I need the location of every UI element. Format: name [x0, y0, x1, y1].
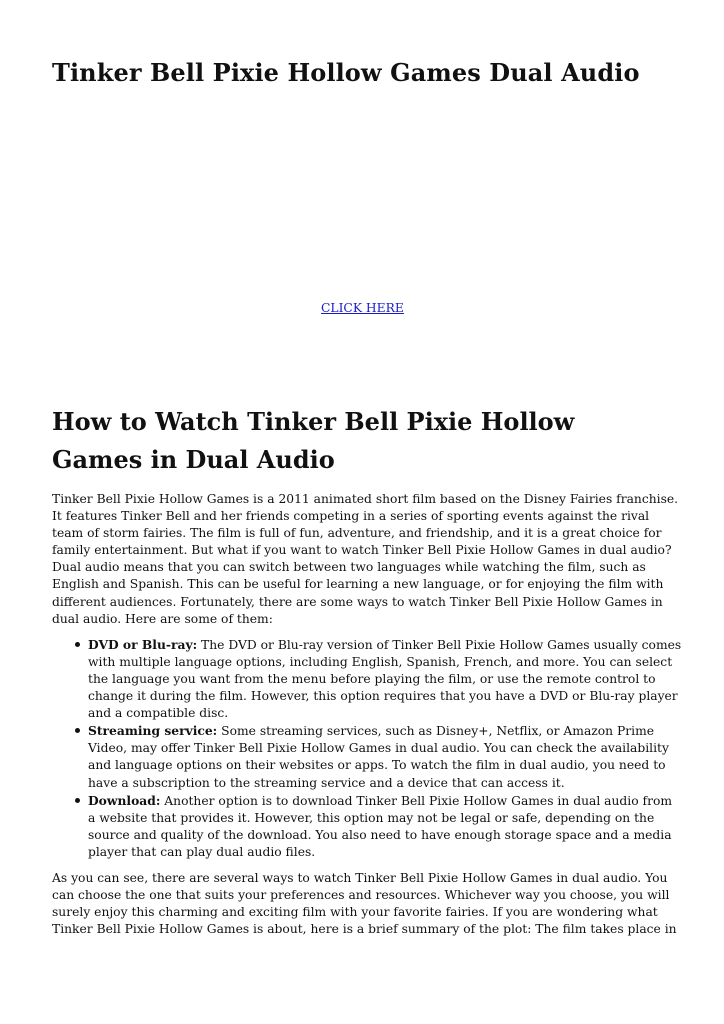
click-here-link[interactable]: CLICK HERE: [321, 301, 404, 315]
list-item-text: Some streaming services, such as Disney+, Netflix, or Amazon Prime Video, may offer Tinker Bell Pixie Hollow Games in dual audio. You can check the availability and language options on their websites or apps. To watch the film in dual audio, you need to have a subscription to the streaming service and a device that can access it.: [88, 724, 669, 790]
bullet-icon: [75, 798, 80, 803]
bullet-icon: [75, 728, 80, 733]
bullet-icon: [75, 642, 80, 647]
list-item-text: The DVD or Blu-ray version of Tinker Bell Pixie Hollow Games usually comes with multiple language options, including English, Spanish, French, and more. You can select the language you want from the menu before playing the film, or use the remote control to change it during the film. However, this option requires that you have a DVD or Blu-ray player and a compatible disc.: [88, 637, 682, 721]
list-item-download: [88, 792, 682, 861]
list-item-label: Streaming service:: [88, 723, 218, 739]
section-heading: How to Watch Tinker Bell Pixie Hollow Games in Dual Audio: [52, 407, 575, 474]
list-item-streaming: [88, 722, 682, 791]
list-item-label: Download:: [88, 792, 161, 808]
intro-paragraph: Tinker Bell Pixie Hollow Games is a 2011 animated short film based on the Disney Fairies franchise. It features Tinker Bell and her friends competing in a series of sporting events against the rival team of storm fairies. The film is full of fun, adventure, and friendship, and it is a great choice for family entertainment. But what if you want to watch Tinker Bell Pixie Hollow Games in dual audio? Dual audio means that you can switch between two languages while watching the film, such as English and Spanish. This can be useful for learning a new language, or for enjoying the film with different audiences. Fortunately, there are some ways to watch Tinker Bell Pixie Hollow Games in dual audio. Here are some of them:: [52, 492, 679, 626]
page-title: Tinker Bell Pixie Hollow Games Dual Audio: [52, 58, 640, 87]
list-item-dvd: [88, 636, 682, 722]
closing-paragraph: As you can see, there are several ways to watch Tinker Bell Pixie Hollow Games in dual audio. You can choose the one that suits your preferences and resources. Whichever way you choose, you will surely enjoy this charming and exciting film with your favorite fairies. If you are wondering what Tinker Bell Pixie Hollow Games is about, here is a brief summary of the plot: The film takes place in: [52, 870, 677, 937]
article-body: [52, 491, 682, 938]
list-item-label: DVD or Blu-ray:: [88, 636, 198, 652]
list-item-text: Another option is to download Tinker Bell Pixie Hollow Games in dual audio from a website that provides it. However, this option may not be legal or safe, depending on the source and quality of the download. You also need to have enough storage space and a media player that can play dual audio files.: [88, 793, 673, 859]
options-list: [52, 636, 682, 861]
